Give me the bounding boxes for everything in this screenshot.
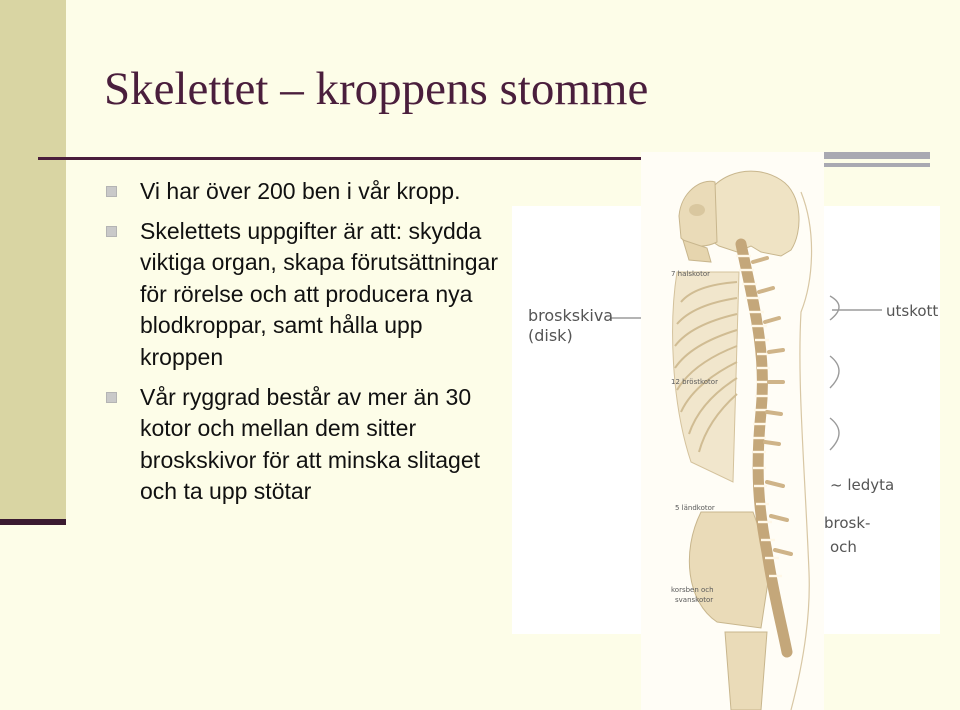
label-neck: 7 halskotor <box>671 270 710 278</box>
skeleton-drawing <box>641 152 824 710</box>
bullet-item <box>104 176 504 208</box>
spine-figure <box>641 152 824 710</box>
left-decor-bar <box>0 519 66 525</box>
title-underline <box>38 157 648 160</box>
bullet-list <box>104 176 504 516</box>
label-disc: broskskiva <box>528 306 614 325</box>
square-bullet-icon <box>106 186 117 197</box>
label-disc-sub: (disk) <box>528 326 573 345</box>
left-decor-band <box>0 0 66 520</box>
square-bullet-icon <box>106 226 117 237</box>
bullet-text: Vår ryggrad består av mer än 30 kotor och mellan dem sitter broskskivor för att minska slitaget och ta upp stötar <box>140 383 481 505</box>
label-sacrum-2: svanskotor <box>675 596 714 604</box>
label-sacrum-1: korsben och <box>671 586 714 594</box>
decor-rule-thin <box>822 163 930 167</box>
square-bullet-icon <box>106 392 117 403</box>
label-chest: 12 bröstkotor <box>671 378 718 386</box>
label-cartilage-1: brosk- <box>824 514 871 532</box>
bullet-item <box>104 216 504 374</box>
slide-title: Skelettet – kroppens stomme <box>104 63 649 115</box>
label-cartilage-2: och <box>830 538 857 556</box>
label-joint: ~ ledyta <box>830 476 895 494</box>
label-lumbar: 5 ländkotor <box>675 504 715 512</box>
bullet-item <box>104 382 504 508</box>
bullet-text: Skelettets uppgifter är att: skydda viktiga organ, skapa förutsättningar för rörelse och att producera nya blodkroppar, samt hålla upp kroppen <box>140 217 498 370</box>
label-process: utskott <box>886 302 939 320</box>
bullet-text: Vi har över 200 ben i vår kropp. <box>140 178 461 204</box>
decor-rule <box>822 152 930 159</box>
